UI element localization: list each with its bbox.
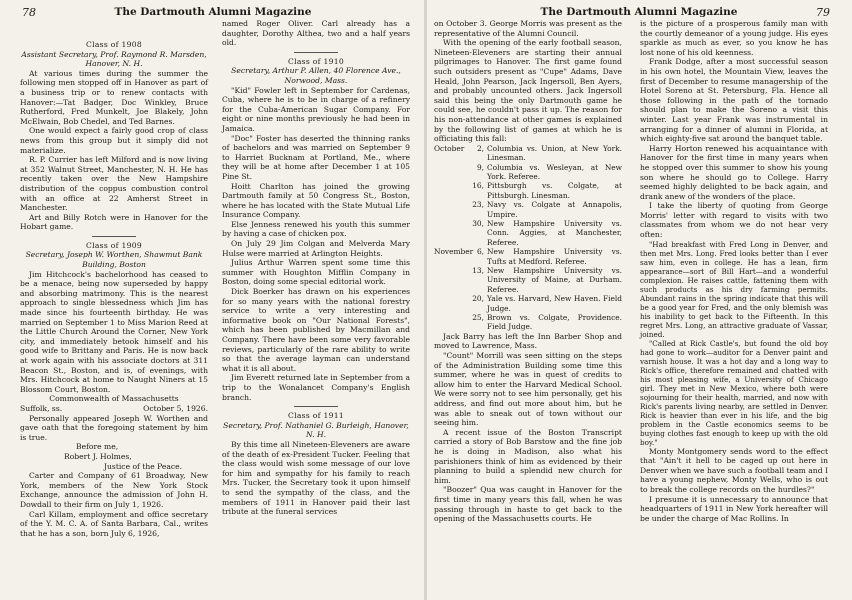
game-description: Brown vs. Colgate, Providence. Field Judge.: [487, 313, 622, 332]
game-description: New Hampshire University vs. Tufts at Medford. Referee.: [487, 247, 622, 266]
class-1911-secretary: Secretary, Prof. Nathaniel G. Burleigh, Hanover, N. H.: [223, 420, 409, 440]
game-row: [434, 200, 622, 219]
left-running-head: The Dartmouth Alumni Magazine: [114, 6, 312, 18]
game-description: New Hampshire University vs. University of Maine, at Durham. Referee.: [487, 266, 622, 294]
signatory-name: Robert J. Holmes,: [64, 451, 132, 461]
class-1911-heading: Class of 1911: [288, 411, 344, 421]
game-row: [434, 163, 622, 182]
paragraph: I presume it is unnecessary to announce that headquarters of 1911 in New York hereafter will be under the charge of Mac Rollins. In: [640, 494, 828, 523]
paragraph: is the picture of a prosperous family man with the courtly demeanor of a young judge. His eyes sparkle as much as ever, so you know he has lost none of his old keenness.: [640, 19, 828, 57]
paragraph: Personally appeared Joseph W. Worthen and gave oath that the foregoing statement by him is true.: [20, 413, 208, 442]
game-day: 25,: [472, 313, 484, 323]
game-description: Navy vs. Colgate at Annapolis, Umpire.: [487, 200, 622, 219]
paragraph: "Count" Morrill was seen sitting on the steps of the Administration Building some time this summer, where he was in quest of credits to allow him to enter the Harvard Medical School. We were sorry not to see him personally, get his address, and find out more about him, but he was able to sneak out of town without our seeing him.: [434, 351, 622, 428]
class-1910-heading: Class of 1910: [288, 56, 344, 66]
right-column-1: [434, 19, 622, 524]
paragraph: Frank Dodge, after a most successful season in his own hotel, the Mountain View, leaves the first of December to resume managership of the Hotel Soreno at St. Petersburg, Fla. Hence all those following in the path of the tornado should plan to make the Soreno a visit this winter. Last year Frank was instrumental in arranging for a dinner of alumni in Florida, at which eighty-five sat around the banquet table.: [640, 57, 828, 144]
game-row: [434, 266, 622, 294]
game-month: [434, 313, 470, 332]
right-column-2: [640, 19, 828, 523]
divider: [294, 52, 338, 53]
divider: [92, 236, 136, 237]
game-description: Pittsburgh vs. Colgate, at Pittsburgh. Linesman.: [487, 181, 622, 200]
game-row: [434, 219, 622, 247]
paragraph: With the opening of the early football season, Nineteen-Eleveners are starting their annual pilgrimages to Hanover. The first game found such outsiders present as "Cupe" Adams, Dave Heald, John Pearson, Jack Ingersoll, Ben Ayers, and probably uncounted others. Jack Ingersoll said this being the only Dartmouth game he could see, he couldn't pass it up. The reason for his non-attendance at other games is explained by the following list of games at which he is officiating this fall:: [434, 38, 622, 144]
game-row: [434, 181, 622, 200]
paragraph: on October 3. George Morris was present as the representative of the Alumni Council.: [434, 19, 622, 38]
game-month: [434, 294, 470, 313]
game-day: 2,: [476, 143, 484, 153]
paragraph: Jim Hitchcock's bachelorhood has ceased to be a menace, being now superseded by happy and absorbing matrimony. This is the nearest approach to single blessedness which Jim has made since his fourteenth birthday. He was married on September 1 to Miss Marion Reed at the Little Church Around the Corner, New York city, and immediately betook himself and his good wife to Brittany and Paris. He is now back at work again with his associate doctors at 311 Beacon St., Boston, and is, of evenings, with Mrs. Hitchcock at home to Naught Niners at 15 Blossom Court, Boston.: [20, 269, 208, 394]
divider: [294, 406, 338, 407]
game-row: [434, 247, 622, 266]
paragraph: "Kid" Fowler left in September for Cardenas, Cuba, where he is to be in charge of a refinery for the Cuba-American Sugar Company. For eight or nine months previously he had been in Jamaica.: [222, 85, 410, 133]
paragraph: One would expect a fairly good crop of class news from this group but it simply did not materialize.: [20, 126, 208, 155]
right-page: [426, 0, 852, 600]
game-description: New Hampshire University vs. Conn. Aggies, at Manchester, Referee.: [487, 218, 622, 247]
commonwealth-line: Commonwealth of Massachusetts: [49, 394, 179, 404]
game-month: November: [434, 247, 474, 257]
paragraph: Carl Killam, employment and office secretary of the Y. M. C. A. of Santa Barbara, Cal., writes that he has a son, born July 6, 1926,: [20, 509, 208, 538]
game-month: [434, 181, 470, 200]
game-row: [434, 144, 622, 163]
game-month: [434, 200, 470, 219]
quote-paragraph: "Had breakfast with Fred Long in Denver, and then met Mrs. Long. Fred looks better than I ever saw him, even in college. He has a lean, firm appearance—sort of Bill Hart—and a wonderful complexion. He raises cattle, fattening them with such products as his dry farming permits. Abundant rains in the spring indicate that this will be a good year for Fred, and the only blemish was his inability to get back to the Fifteenth. In this regret Mrs. Long, an attractive graduate of Vassar, joined.: [640, 239, 828, 339]
paragraph: named Roger Oliver. Carl already has a daughter, Dorothy Althea, two and a half years old.: [222, 19, 410, 48]
officiating-games-list: [434, 144, 622, 332]
paragraph: Else Jenness renewed his youth this summer by having a case of chicken pox.: [222, 219, 410, 239]
paragraph: "Doc" Foster has deserted the thinning ranks of bachelors and was married on September 9 to Harriet Bucknam at Portland, Me., where they will be at home after December 1 at 105 Pine St.: [222, 133, 410, 181]
game-day: 20,: [472, 294, 484, 304]
class-1910-secretary: Secretary, Arthur P. Allen, 40 Florence Ave., Norwood, Mass.: [231, 66, 401, 85]
game-day: 23,: [472, 200, 484, 210]
game-day: 6,: [476, 247, 484, 257]
game-day: 9,: [476, 162, 484, 172]
game-month: [434, 219, 470, 247]
game-month: [434, 266, 470, 294]
paragraph: Julius Arthur Warren spent some time this summer with Houghton Mifflin Company in Boston, doing some special editorial work.: [222, 258, 410, 287]
paragraph: Carter and Company of 61 Broadway, New York, members of the New York Stock Exchange, announce the admission of John H. Dowdall to their firm on July 1, 1926.: [20, 471, 208, 509]
class-1908-secretary: Assistant Secretary, Prof. Raymond R. Marsden, Hanover, N. H.: [21, 49, 207, 69]
paragraph: On July 29 Jim Colgan and Melverda Mary Hulse were married at Arlington Heights.: [222, 239, 410, 258]
paragraph: Art and Billy Rotch were in Hanover for the Hobart game.: [20, 212, 208, 232]
left-column-1: [20, 40, 208, 538]
game-month: October: [434, 143, 465, 153]
suffolk-line: Suffolk, ss. October 5, 1926.: [20, 403, 208, 413]
class-1909-secretary: Secretary, Joseph W. Worthen, Shawmut Bank Building, Boston: [25, 250, 203, 270]
game-row: [434, 313, 622, 332]
paragraph: A recent issue of the Boston Transcript carried a story of Bob Barstow and the fine job he is doing in Madison, also what his parishioners think of him as evidenced by their planning to build a splendid new church for him.: [434, 427, 622, 485]
quote-paragraph: "Called at Rick Castle's, but found the old boy had gone to work—auditor for a Denver paint and varnish house. It was a hot day and a long way to Rick's office, therefore remained and chatted with his most pleasing wife, a University of Chicago girl. They met in New Mexico, where both were sojourning for their health, married, and now with Rick's parents living nearby, are settled in Denver. Rick is heavier than ever in his life, and the big problem in the Castle economics seems to be buying clothes fast enough to keep up with the old boy.": [640, 338, 828, 447]
game-day: 16,: [472, 181, 484, 191]
game-description: Columbia vs. Union, at New York. Linesman.: [487, 143, 622, 163]
game-day: 30,: [472, 218, 484, 228]
paragraph: Hoitt Charlton has joined the growing Dartmouth family at 50 Congress St., Boston, where he has located with the State Mutual Life Insurance Company.: [222, 181, 410, 220]
before-me: Before me,: [76, 442, 119, 452]
paragraph: R. P. Currier has left Milford and is now living at 352 Walnut Street, Manchester, N. H. He has recently taken over the New Hampshire distribution of the coppus combustion control with an office at 22 Amherst Street in Manchester.: [20, 155, 208, 213]
game-row: [434, 294, 622, 313]
paragraph: At various times during the summer the following men stopped off in Hanover as part of a business trip or to renew contacts with Hanover:—Tat Badger, Doc Winkley, Bruce Rutherford, Fred Munkelt, Joe Blakely, John McElwain, Bob Chedel, and Ted Barnes.: [20, 68, 208, 126]
game-description: Yale vs. Harvard, New Haven. Field Judge.: [487, 294, 622, 313]
paragraph: Monty Montgomery sends word to the effect that "Ain't it hell to be caged up out here in Denver when we have such a football team and I have a young nephew, Monty Wells, who is out to break the college records on the hurdles?": [640, 446, 828, 495]
game-description: Columbia vs. Wesleyan, at New York. Referee.: [487, 162, 622, 181]
class-1909-heading: Class of 1909: [86, 240, 142, 250]
left-page-number: 78: [22, 6, 36, 19]
right-running-head: The Dartmouth Alumni Magazine: [540, 6, 738, 18]
class-1908-heading: Class of 1908: [86, 40, 142, 49]
right-page-number: 79: [816, 6, 830, 19]
paragraph: "Boozer" Qua was caught in Hanover for the first time in many years this fall, when he was passing through in haste to get back to the opening of the Massachusetts courts. He: [434, 485, 622, 524]
game-day: 13,: [472, 266, 484, 275]
paragraph: Harry Horton renewed his acquaintance with Hanover for the first time in many years when he stopped over this summer to show his young son where he should go to College. Harry seemed highly delighted to be back again, and drank anew of the wonders of the place.: [640, 143, 828, 201]
left-column-2: [222, 19, 410, 517]
game-month: [434, 163, 470, 182]
paragraph: Jack Barry has left the Inn Barber Shop and moved to Lawrence, Mass.: [434, 331, 622, 351]
signatory-title: Justice of the Peace.: [104, 461, 183, 471]
paragraph: I take the liberty of quoting from George Morris' letter with regard to visits with two classmates from whom we do not hear very often:: [640, 201, 828, 240]
paragraph: Jim Everett returned late in September from a trip to the Wonalancet Company's English branch.: [222, 373, 410, 402]
paragraph: Dick Boerker has drawn on his experiences for so many years with the national forestry service to write a very interesting and informative book on "Our National Forests", which has been published by Macmillan and Company. There have been some very favorable reviews, particularly of the rare ability to write so that the average layman can understand what it is all about.: [222, 287, 410, 373]
paragraph: By this time all Nineteen-Eleveners are aware of the death of ex-President Tucker. Feeling that the class would wish some message of our love for him and sympathy for his family to reach Mrs. Tucker, the Secretary took it upon himself to send the sympathy of the class, and the members of 1911 in Hanover paid their last tribute at the funeral services: [222, 439, 410, 517]
